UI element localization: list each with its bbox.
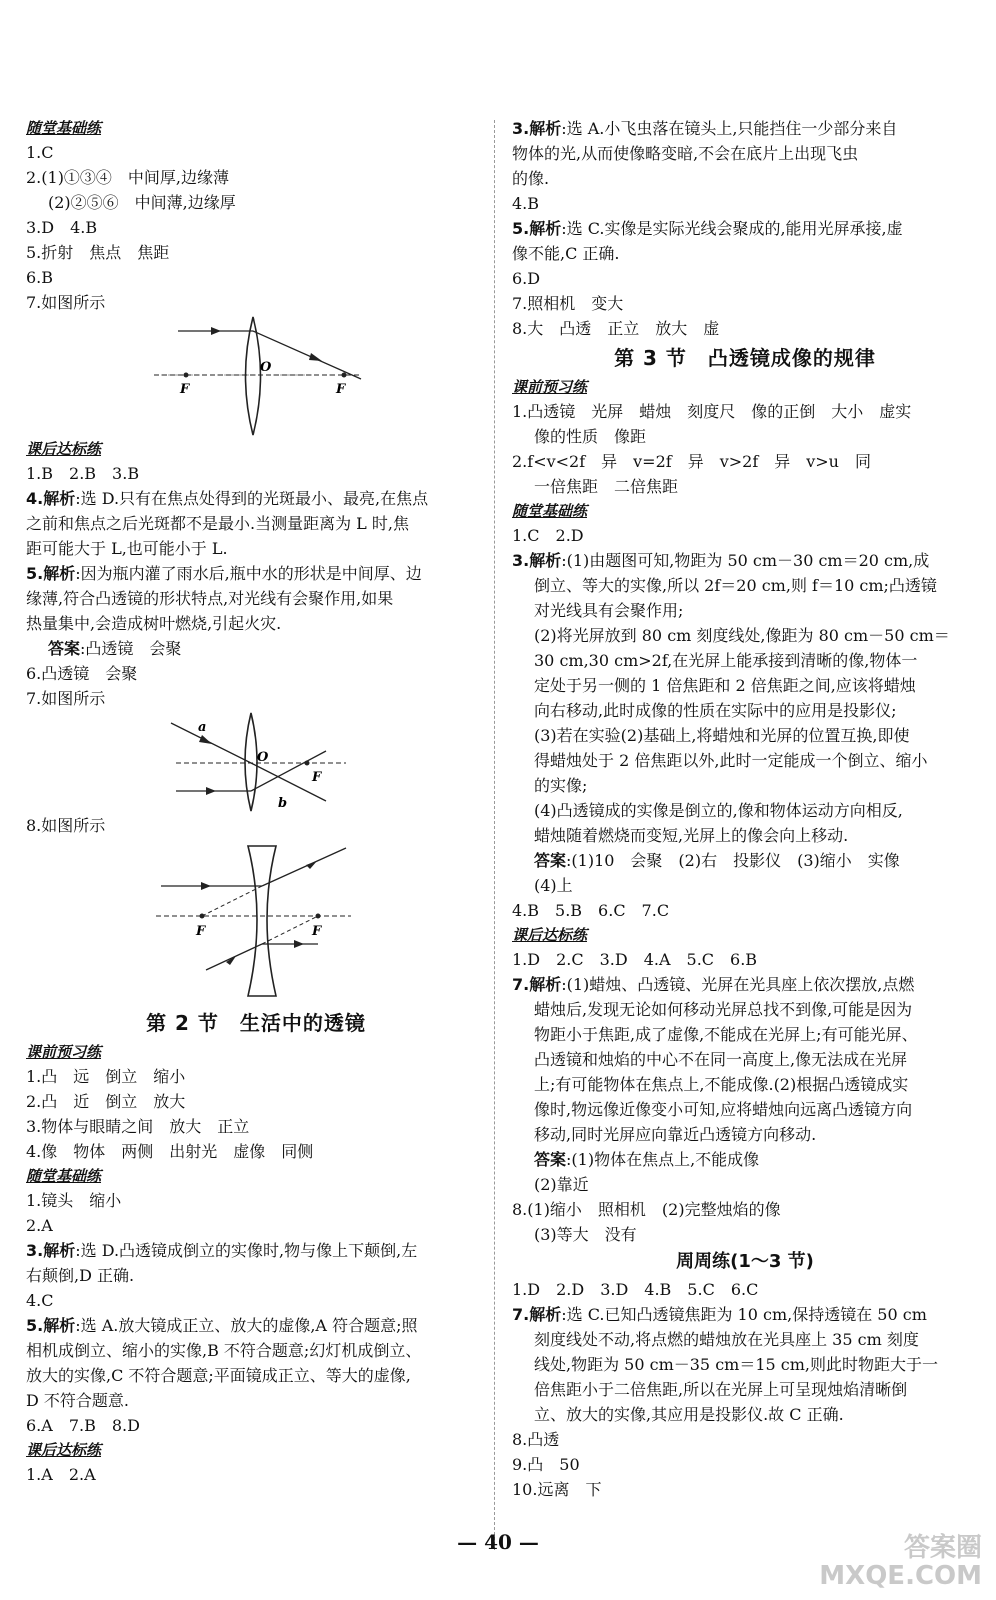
answer-line: 1.D 2.C 3.D 4.A 5.C 6.B — [512, 950, 758, 969]
answer-line: 1.B 2.B 3.B — [26, 464, 140, 483]
answer-line: 6.B — [26, 268, 54, 287]
label-b: b — [278, 796, 288, 811]
answer-line: 答案:(1)10 会聚 (2)右 投影仪 (3)缩小 实像 — [534, 851, 900, 870]
analysis-keyword: 3.解析 — [512, 551, 562, 570]
answer-line: 2.f<v<2f 异 v=2f 异 v>2f 异 v>u 同 — [512, 452, 871, 471]
answer-line: 4.C — [26, 1291, 54, 1310]
answer-line: 8.大 凸透 正立 放大 虚 — [512, 319, 720, 338]
answer-line: 6.A 7.B 8.D — [26, 1416, 140, 1435]
answer-line: 3.解析:选 A.小飞虫落在镜头上,只能挡住一少部分来自 — [512, 119, 898, 138]
watermark-logo — [819, 1534, 982, 1590]
answer-line: 10.远离 下 — [512, 1480, 602, 1499]
label-f-right: F — [312, 924, 322, 939]
answer-line: 5.解析:选 A.放大镜成正立、放大的虚像,A 符合题意;照 — [26, 1316, 418, 1335]
right-column — [512, 116, 978, 1502]
analysis-keyword: 7.解析 — [512, 1305, 562, 1324]
answer-line: D 不符合题意. — [26, 1391, 130, 1410]
label-f-right: F — [336, 382, 346, 397]
answer-line: 8.(1)缩小 照相机 (2)完整烛焰的像 — [512, 1200, 781, 1219]
label-a: a — [198, 720, 207, 735]
answer-line: 7.解析:选 C.已知凸透镜焦距为 10 cm,保持透镜在 50 cm — [512, 1305, 927, 1324]
answer-line: (2)靠近 — [534, 1175, 589, 1194]
analysis-keyword: 4.解析 — [26, 489, 76, 508]
answer-line: 30 cm,30 cm>2f,在光屏上能承接到清晰的像,物体一 — [534, 651, 918, 670]
answer-line: 7.解析:(1)蜡烛、凸透镜、光屏在光具座上依次摆放,点燃 — [512, 975, 915, 994]
answer-line: 1.C — [26, 143, 54, 162]
section-heading: 第 3 节 凸透镜成像的规律 — [614, 346, 876, 370]
answer-line: 向右移动,此时成像的性质在实际中的应用是投影仪; — [534, 701, 897, 720]
answer-line: 放大的实像,C 不符合题意;平面镜成正立、等大的虚像, — [26, 1366, 411, 1385]
section-title: 课后达标练 — [512, 926, 588, 944]
section-title: 随堂基础练 — [26, 1167, 102, 1185]
answer-line: 物距小于焦距,成了虚像,不能成在光屏上;有可能光屏、 — [534, 1025, 918, 1044]
answer-line: 缘薄,符合凸透镜的形状特点,对光线有会聚作用,如果 — [26, 589, 394, 608]
answer-line: 距可能大于 L,也可能小于 L. — [26, 539, 228, 558]
label-o: O — [257, 750, 269, 765]
answer-line: 1.凸 远 倒立 缩小 — [26, 1067, 186, 1086]
section-title: 随堂基础练 — [512, 502, 588, 520]
answer-line: 蜡烛随着燃烧而变短,光屏上的像会向上移动. — [534, 826, 849, 845]
answer-line: 2.(1)①③④ 中间厚,边缘薄 — [26, 168, 230, 187]
answer-line: 4.B — [512, 194, 540, 213]
section-title: 课后达标练 — [26, 440, 102, 458]
answer-keyword: 答案 — [534, 1150, 567, 1169]
answer-line: 3.解析:(1)由题图可知,物距为 50 cm－30 cm＝20 cm,成 — [512, 551, 930, 570]
answer-line: 热量集中,会造成树叶燃烧,引起火灾. — [26, 614, 282, 633]
answer-line: 倍焦距小于二倍焦距,所以在光屏上可呈现烛焰清晰倒 — [534, 1380, 908, 1399]
answer-line: 相机成倒立、缩小的实像,B 不符合题意;幻灯机成倒立、 — [26, 1341, 422, 1360]
label-f-left: F — [180, 382, 190, 397]
answer-line: 5.解析:因为瓶内灌了雨水后,瓶中水的形状是中间厚、边 — [26, 564, 422, 583]
section-heading: 第 2 节 生活中的透镜 — [146, 1011, 366, 1035]
answer-line: 像时,物远像近像变小可知,应将蜡烛向远离凸透镜方向 — [534, 1100, 913, 1119]
label-o: O — [260, 360, 272, 375]
analysis-keyword: 5.解析 — [26, 1316, 76, 1335]
answer-line: (3)等大 没有 — [534, 1225, 637, 1244]
answer-line: 像的性质 像距 — [534, 427, 647, 446]
answer-line: (2)②⑤⑥ 中间薄,边缘厚 — [48, 193, 236, 212]
section-title: 课前预习练 — [512, 378, 588, 396]
section-title: 课后达标练 — [26, 1441, 102, 1459]
answer-line: 答案:(1)物体在焦点上,不能成像 — [534, 1150, 760, 1169]
answer-line: 得蜡烛处于 2 倍焦距以外,此时一定能成一个倒立、缩小 — [534, 751, 928, 770]
section-title: 随堂基础练 — [26, 119, 102, 137]
answer-line: 1.D 2.D 3.D 4.B 5.C 6.C — [512, 1280, 759, 1299]
answer-line: 5.折射 焦点 焦距 — [26, 243, 170, 262]
concave-lens-diagram — [26, 838, 486, 1006]
analysis-keyword: 5.解析 — [512, 219, 562, 238]
analysis-keyword: 5.解析 — [26, 564, 76, 583]
answer-line: 蜡烛后,发现无论如何移动光屏总找不到像,可能是因为 — [534, 1000, 913, 1019]
answer-line: 一倍焦距 二倍焦距 — [534, 477, 679, 496]
answer-keyword: 答案 — [48, 639, 81, 658]
label-f: F — [312, 770, 322, 785]
answer-line: (4)凸透镜成的实像是倒立的,像和物体运动方向相反, — [534, 801, 903, 820]
answer-line: 答案:凸透镜 会聚 — [48, 639, 182, 658]
answer-line: 倒立、等大的实像,所以 2f＝20 cm,则 f＝10 cm;凸透镜 — [534, 576, 937, 595]
answer-line: (2)将光屏放到 80 cm 刻度线处,像距为 80 cm－50 cm＝ — [534, 626, 950, 645]
answer-line: 2.A — [26, 1216, 53, 1235]
answer-line: 4.B 5.B 6.C 7.C — [512, 901, 670, 920]
answer-line: 5.解析:选 C.实像是实际光线会聚成的,能用光屏承接,虚 — [512, 219, 903, 238]
answer-line: 1.镜头 缩小 — [26, 1191, 122, 1210]
answer-line: 2.凸 近 倒立 放大 — [26, 1092, 186, 1111]
answer-line: 像不能,C 正确. — [512, 244, 620, 263]
answer-line: 的像. — [512, 169, 550, 188]
answer-line: 的实像; — [534, 776, 588, 795]
answer-line: 1.A 2.A — [26, 1465, 96, 1484]
answer-line: 4.像 物体 两侧 出射光 虚像 同侧 — [26, 1142, 314, 1161]
convex-lens-diagram — [26, 315, 486, 437]
answer-line: 物体的光,从而使像略变暗,不会在底片上出现飞虫 — [512, 144, 859, 163]
answer-line: 8.如图所示 — [26, 816, 106, 835]
watermark-line: MXQE.COM — [819, 1561, 982, 1591]
analysis-keyword: 3.解析 — [26, 1241, 76, 1260]
answer-line: 凸透镜和烛焰的中心不在同一高度上,像无法成在光屏 — [534, 1050, 908, 1069]
watermark-line: 答案圈 — [903, 1533, 982, 1563]
answer-keyword: 答案 — [534, 851, 567, 870]
answer-line: 定处于另一侧的 1 倍焦距和 2 倍焦距之间,应该将蜡烛 — [534, 676, 916, 695]
answer-line: 右颠倒,D 正确. — [26, 1266, 135, 1285]
answer-line: 刻度线处不动,将点燃的蜡烛放在光具座上 35 cm 刻度 — [534, 1330, 919, 1349]
answer-line: 4.解析:选 D.只有在焦点处得到的光斑最小、最亮,在焦点 — [26, 489, 429, 508]
section-heading: 周周练(1～3 节) — [676, 1251, 814, 1272]
answer-line: 立、放大的实像,其应用是投影仪.故 C 正确. — [534, 1405, 844, 1424]
analysis-keyword: 7.解析 — [512, 975, 562, 994]
column-divider — [494, 120, 495, 1550]
answer-line: 8.凸透 — [512, 1430, 560, 1449]
answer-line: 3.D 4.B — [26, 218, 98, 237]
answer-line: (4)上 — [534, 876, 573, 895]
answer-line: 9.凸 50 — [512, 1455, 580, 1474]
label-f-left: F — [196, 924, 206, 939]
answer-line: 7.如图所示 — [26, 689, 106, 708]
answer-line: 3.物体与眼睛之间 放大 正立 — [26, 1117, 250, 1136]
left-column — [26, 116, 486, 1487]
section-title: 课前预习练 — [26, 1043, 102, 1061]
answer-line: 对光线具有会聚作用; — [534, 601, 684, 620]
answer-line: 6.D — [512, 269, 541, 288]
answer-line: 7.照相机 变大 — [512, 294, 624, 313]
answer-line: (3)若在实验(2)基础上,将蜡烛和光屏的位置互换,即使 — [534, 726, 910, 745]
answer-line: 1.凸透镜 光屏 蜡烛 刻度尺 像的正倒 大小 虚实 — [512, 402, 912, 421]
answer-line: 1.C 2.D — [512, 526, 584, 545]
answer-line: 上;有可能物体在焦点上,不能成像.(2)根据凸透镜成实 — [534, 1075, 909, 1094]
answer-line: 6.凸透镜 会聚 — [26, 664, 138, 683]
answer-line: 之前和焦点之后光斑都不是最小.当测量距离为 L 时,焦 — [26, 514, 409, 533]
answer-line: 线处,物距为 50 cm－35 cm＝15 cm,则此时物距大于一 — [534, 1355, 938, 1374]
analysis-keyword: 3.解析 — [512, 119, 562, 138]
answer-line: 移动,同时光屏应向靠近凸透镜方向移动. — [534, 1125, 817, 1144]
answer-line: 7.如图所示 — [26, 293, 106, 312]
page-number: — 40 — — [457, 1530, 539, 1554]
convex-lens-diagram-2 — [26, 711, 486, 813]
answer-line: 3.解析:选 D.凸透镜成倒立的实像时,物与像上下颠倒,左 — [26, 1241, 418, 1260]
